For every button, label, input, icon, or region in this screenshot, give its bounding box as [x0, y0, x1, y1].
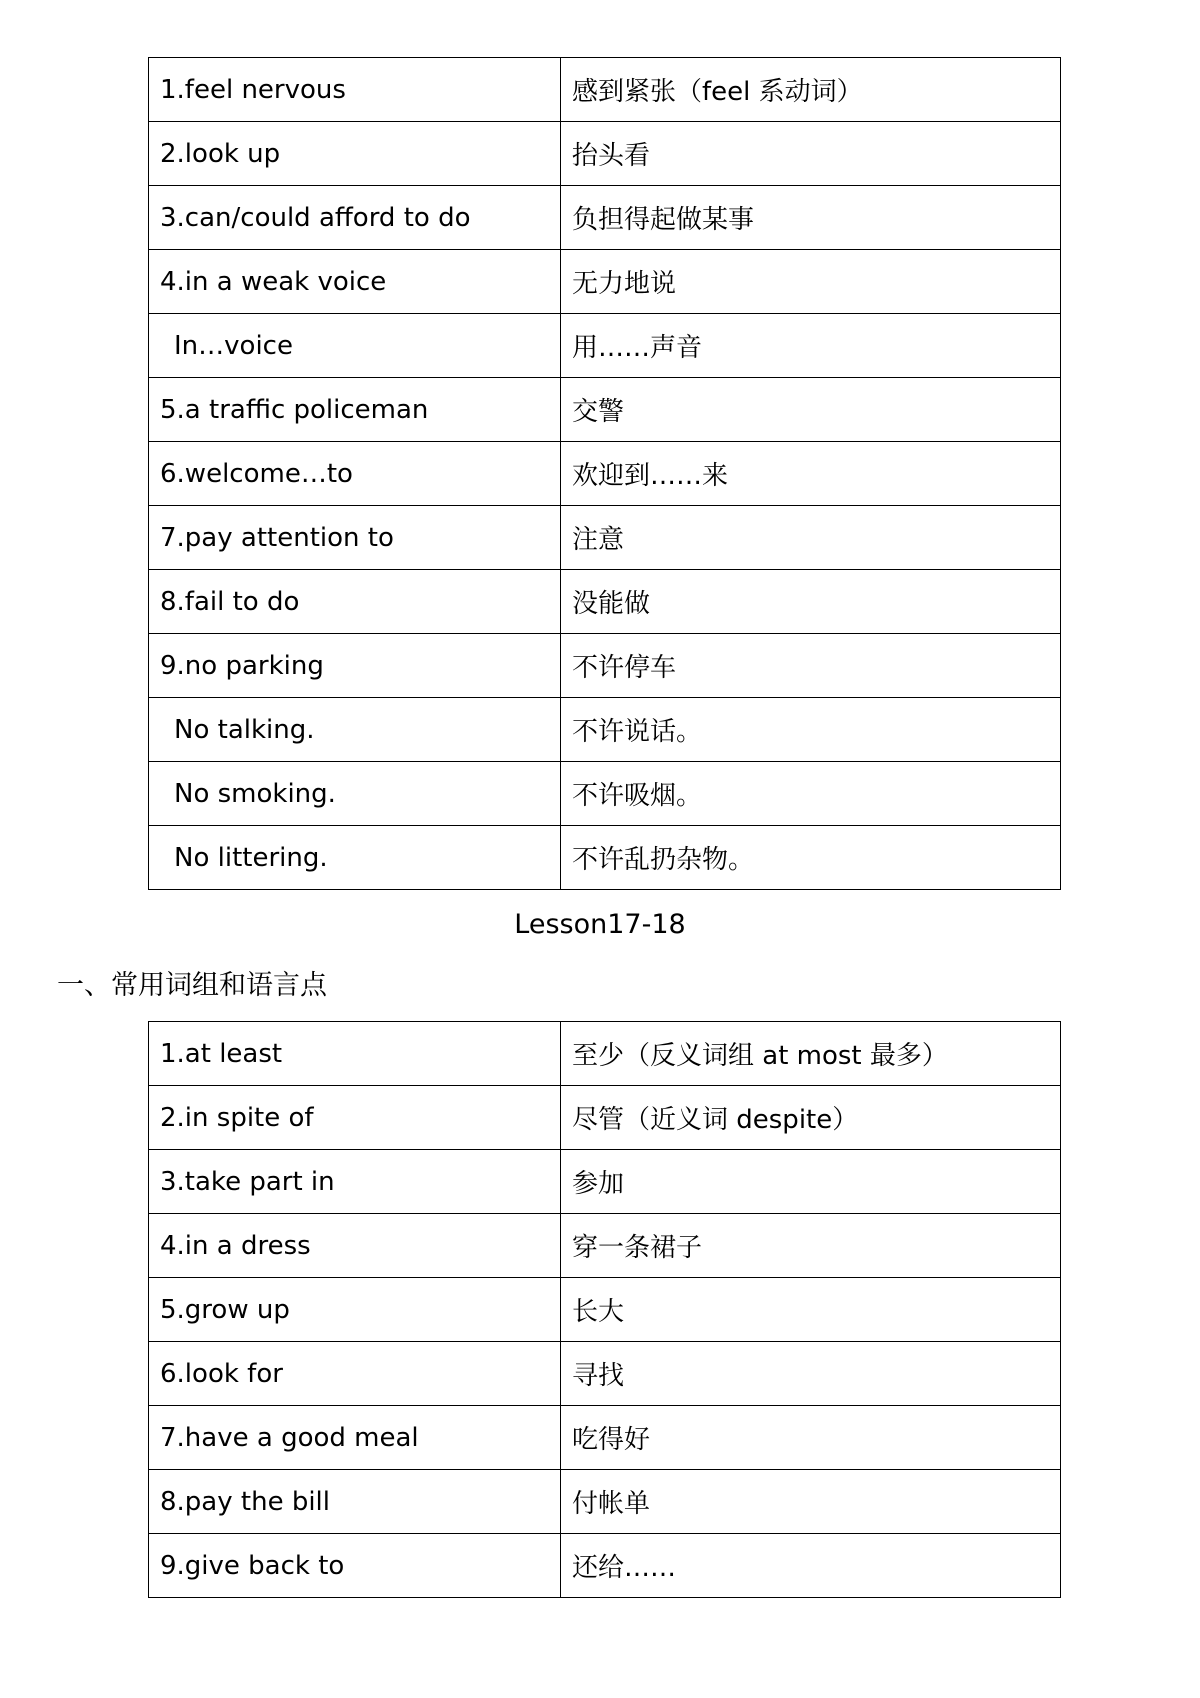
chinese-meaning-cell: 注意: [561, 506, 1061, 570]
chinese-meaning-cell: 没能做: [561, 570, 1061, 634]
table-row: [149, 314, 1061, 378]
table-row: [149, 698, 1061, 762]
table-row: [149, 1150, 1061, 1214]
english-phrase-cell: 6.look for: [149, 1342, 561, 1406]
english-phrase-cell: 8.pay the bill: [149, 1470, 561, 1534]
english-phrase-cell: 6.welcome…to: [149, 442, 561, 506]
english-phrase-cell: No smoking.: [149, 762, 561, 826]
lesson-title: Lesson17-18: [514, 909, 686, 940]
chinese-meaning-cell: 尽管（近义词 despite）: [561, 1086, 1061, 1150]
chinese-meaning-cell: 还给……: [561, 1534, 1061, 1598]
chinese-meaning-cell: 负担得起做某事: [561, 186, 1061, 250]
table-row: [149, 1406, 1061, 1470]
chinese-meaning-cell: 不许乱扔杂物。: [561, 826, 1061, 890]
table-row: [149, 1022, 1061, 1086]
table-row: [149, 378, 1061, 442]
english-phrase-cell: 2.look up: [149, 122, 561, 186]
chinese-meaning-cell: 抬头看: [561, 122, 1061, 186]
chinese-meaning-cell: 欢迎到……来: [561, 442, 1061, 506]
table-row: [149, 1342, 1061, 1406]
chinese-meaning-cell: 参加: [561, 1150, 1061, 1214]
table-row: [149, 634, 1061, 698]
english-phrase-cell: 9.give back to: [149, 1534, 561, 1598]
english-phrase-cell: In…voice: [149, 314, 561, 378]
chinese-meaning-cell: 不许吸烟。: [561, 762, 1061, 826]
table-row: [149, 250, 1061, 314]
english-phrase-cell: No talking.: [149, 698, 561, 762]
english-phrase-cell: 9.no parking: [149, 634, 561, 698]
table-row: [149, 762, 1061, 826]
table-row: [149, 570, 1061, 634]
table-row: [149, 1534, 1061, 1598]
chinese-meaning-cell: 吃得好: [561, 1406, 1061, 1470]
english-phrase-cell: 1.at least: [149, 1022, 561, 1086]
chinese-meaning-cell: 付帐单: [561, 1470, 1061, 1534]
english-phrase-cell: 7.pay attention to: [149, 506, 561, 570]
english-phrase-cell: 4.in a weak voice: [149, 250, 561, 314]
english-phrase-cell: 5.a traffic policeman: [149, 378, 561, 442]
english-phrase-cell: 5.grow up: [149, 1278, 561, 1342]
chinese-meaning-cell: 无力地说: [561, 250, 1061, 314]
chinese-meaning-cell: 长大: [561, 1278, 1061, 1342]
phrase-table-1: [148, 57, 1061, 890]
chinese-meaning-cell: 感到紧张（feel 系动词）: [561, 58, 1061, 122]
phrase-table-1-body: [149, 58, 1061, 890]
english-phrase-cell: 4.in a dress: [149, 1214, 561, 1278]
chinese-meaning-cell: 穿一条裙子: [561, 1214, 1061, 1278]
table-row: [149, 1086, 1061, 1150]
english-phrase-cell: 1.feel nervous: [149, 58, 561, 122]
table-row: [149, 1470, 1061, 1534]
phrase-table-2: [148, 1021, 1061, 1598]
chinese-meaning-cell: 不许停车: [561, 634, 1061, 698]
table-row: [149, 1214, 1061, 1278]
table-row: [149, 122, 1061, 186]
chinese-meaning-cell: 用……声音: [561, 314, 1061, 378]
table-row: [149, 58, 1061, 122]
english-phrase-cell: 7.have a good meal: [149, 1406, 561, 1470]
phrase-table-2-body: [149, 1022, 1061, 1598]
english-phrase-cell: 8.fail to do: [149, 570, 561, 634]
table-row: [149, 442, 1061, 506]
chinese-meaning-cell: 寻找: [561, 1342, 1061, 1406]
english-phrase-cell: 2.in spite of: [149, 1086, 561, 1150]
section-heading: 一、常用词组和语言点: [57, 970, 327, 1001]
table-row: [149, 826, 1061, 890]
table-row: [149, 186, 1061, 250]
english-phrase-cell: No littering.: [149, 826, 561, 890]
table-row: [149, 1278, 1061, 1342]
chinese-meaning-cell: 至少（反义词组 at most 最多）: [561, 1022, 1061, 1086]
chinese-meaning-cell: 交警: [561, 378, 1061, 442]
table-row: [149, 506, 1061, 570]
english-phrase-cell: 3.can/could afford to do: [149, 186, 561, 250]
english-phrase-cell: 3.take part in: [149, 1150, 561, 1214]
chinese-meaning-cell: 不许说话。: [561, 698, 1061, 762]
